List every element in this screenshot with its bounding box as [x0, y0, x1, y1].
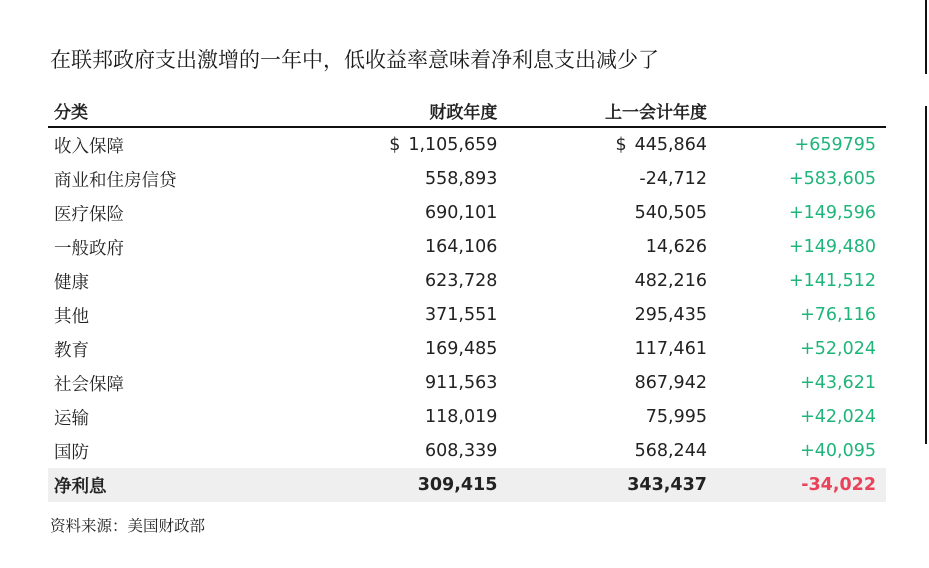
table-row: [48, 264, 886, 298]
row-previous-year-value: 445,864: [634, 135, 707, 155]
table-row: [48, 400, 886, 434]
table-row: [48, 298, 886, 332]
row-fiscal-year: 164,106: [425, 237, 498, 257]
total-fiscal-year: 309,415: [233, 468, 497, 502]
row-fiscal-year: 558,893: [425, 169, 498, 189]
row-change: +76,116: [800, 305, 876, 325]
edge-divider-top: [925, 0, 927, 74]
row-category: 社会保障: [54, 374, 124, 395]
spending-table: [48, 94, 886, 502]
row-fiscal-year: 623,728: [425, 271, 498, 291]
row-previous-year: 117,461: [634, 339, 707, 359]
table-row: [48, 332, 886, 366]
row-change: +141,512: [788, 271, 876, 291]
row-previous-year: 867,942: [634, 373, 707, 393]
row-previous-year: [497, 127, 707, 162]
currency-symbol: $: [389, 135, 401, 155]
row-category: 商业和住房信贷: [54, 170, 177, 191]
table-row: [48, 230, 886, 264]
row-category: 一般政府: [54, 238, 124, 259]
header-change: [707, 94, 886, 127]
row-category: 收入保障: [54, 136, 124, 157]
row-fiscal-year: 371,551: [425, 305, 498, 325]
total-change: -34,022: [707, 468, 886, 502]
row-fiscal-year: 690,101: [425, 203, 498, 223]
row-previous-year: 14,626: [645, 237, 707, 257]
row-category: 医疗保险: [54, 204, 124, 225]
row-category: 健康: [54, 272, 89, 293]
row-change: +149,596: [788, 203, 876, 223]
table-row: [48, 162, 886, 196]
table-row: [48, 434, 886, 468]
table-header-row: [48, 94, 886, 127]
row-fiscal-year-value: 1,105,659: [408, 135, 498, 155]
row-category: 教育: [54, 340, 89, 361]
row-category: 国防: [54, 442, 89, 463]
page-title: 在联邦政府支出激增的一年中，低收益率意味着净利息支出减少了: [50, 48, 659, 72]
row-change: +149,480: [788, 237, 876, 257]
row-change: +43,621: [800, 373, 876, 393]
header-fiscal-year: 财政年度: [233, 94, 497, 127]
currency-symbol: $: [615, 135, 627, 155]
header-category: 分类: [48, 94, 233, 127]
row-change: +659795: [794, 135, 876, 155]
source-note: 资料来源：美国财政部: [50, 517, 206, 535]
row-previous-year: 482,216: [634, 271, 707, 291]
table-row: [48, 196, 886, 230]
row-previous-year: 568,244: [634, 441, 707, 461]
row-change: +40,095: [800, 441, 876, 461]
header-previous-year: 上一会计年度: [497, 94, 707, 127]
table-row: [48, 127, 886, 162]
row-change: +42,024: [800, 407, 876, 427]
row-fiscal-year: 169,485: [425, 339, 498, 359]
total-category: 净利息: [48, 468, 233, 502]
row-previous-year: -24,712: [639, 169, 707, 189]
row-fiscal-year: [233, 127, 497, 162]
row-category: 其他: [54, 306, 89, 327]
row-previous-year: 540,505: [634, 203, 707, 223]
row-fiscal-year: 911,563: [425, 373, 498, 393]
row-previous-year: 295,435: [634, 305, 707, 325]
table-row: [48, 366, 886, 400]
row-fiscal-year: 118,019: [425, 407, 498, 427]
row-previous-year: 75,995: [645, 407, 707, 427]
table-total-row: [48, 468, 886, 502]
edge-divider-bottom: [925, 106, 927, 444]
row-change: +583,605: [788, 169, 876, 189]
total-previous-year: 343,437: [497, 468, 707, 502]
row-category: 运输: [54, 408, 89, 429]
row-change: +52,024: [800, 339, 876, 359]
row-fiscal-year: 608,339: [425, 441, 498, 461]
